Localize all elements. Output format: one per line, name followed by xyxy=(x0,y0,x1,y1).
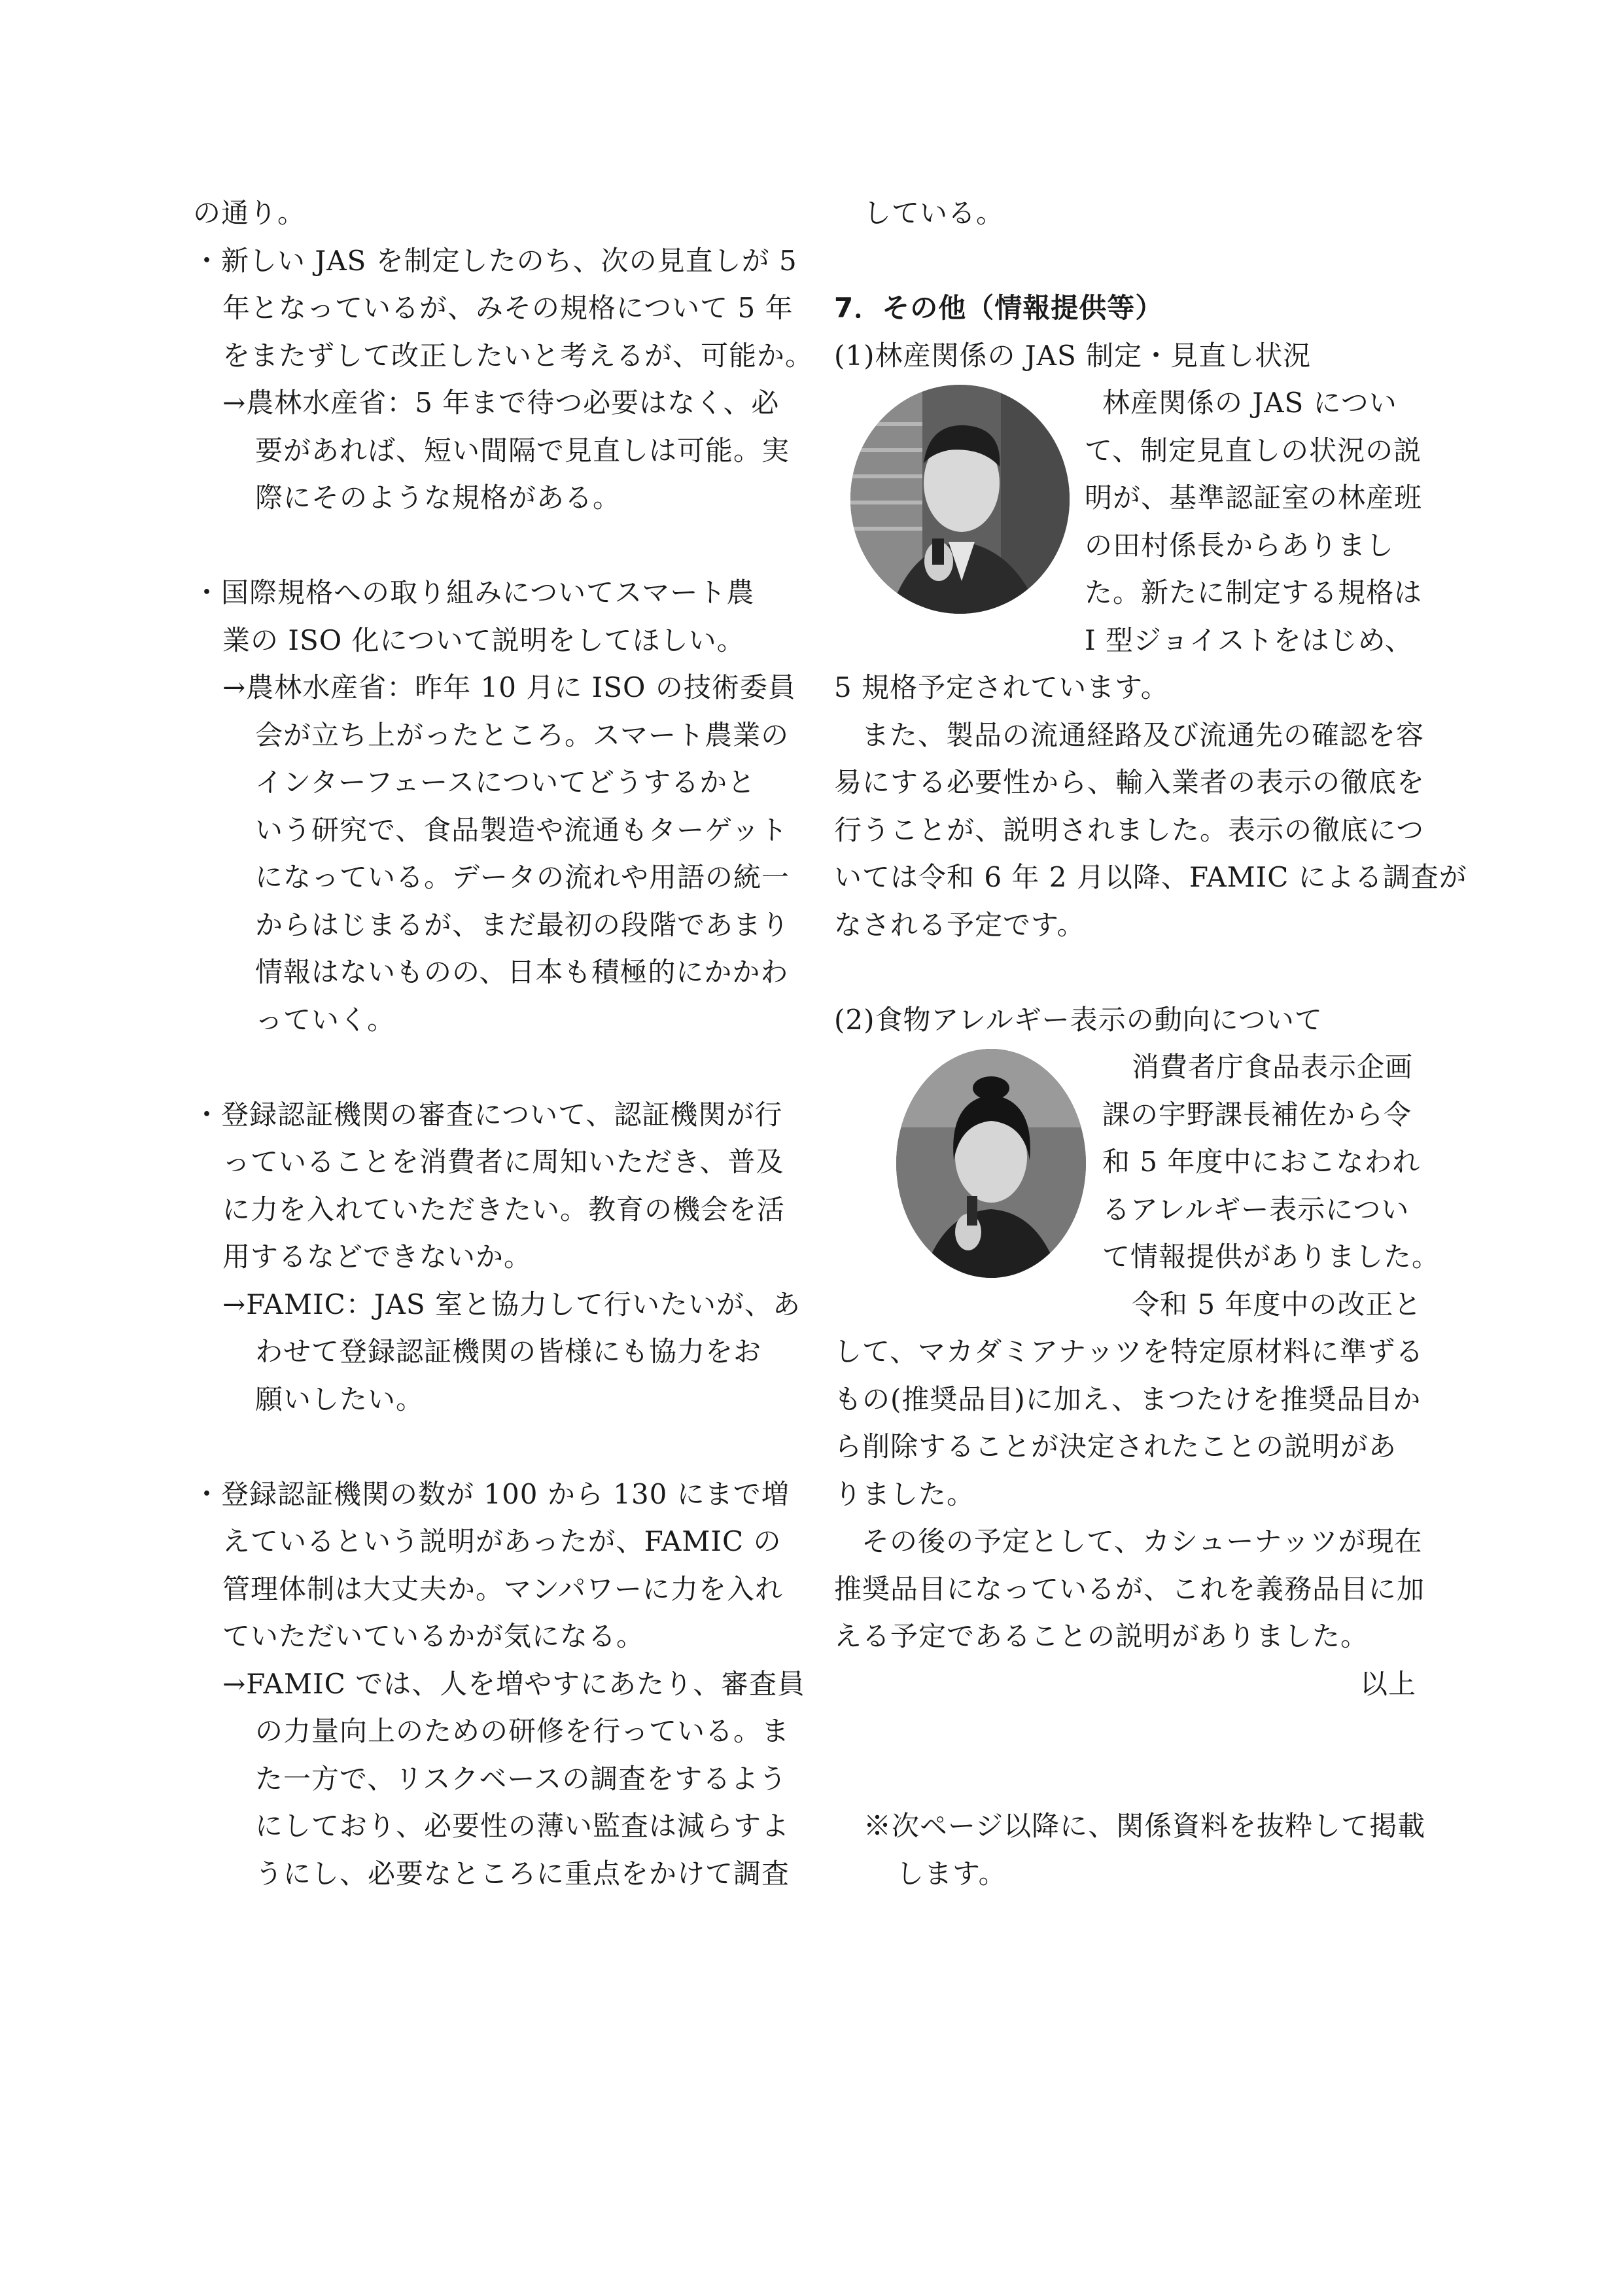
sub2-full-7: える予定であることの説明がありました。 xyxy=(834,1620,1369,1652)
sub2-full-2: もの(推奨品目)に加え、まつたけを推奨品目か xyxy=(834,1383,1422,1415)
q4-line-4: ていただいているかが気になる。 xyxy=(222,1620,645,1652)
sub1-title: (1)林産関係の JAS 制定・見直し状況 xyxy=(834,339,1312,372)
sub1-full-3: 易にする必要性から、輸入業者の表示の徹底を xyxy=(834,766,1425,798)
sub2-wrapped-1: 消費者庁食品表示企画 xyxy=(1132,1051,1414,1083)
q4-answer-2: の力量向上のための研修を行っている。ま xyxy=(255,1715,790,1747)
q4-answer-4: にしており、必要性の薄い監査は減らすよ xyxy=(255,1810,790,1842)
q4-answer-5: うにし、必要なところに重点をかけて調査 xyxy=(255,1857,790,1890)
woman-speaker-icon xyxy=(896,1049,1086,1278)
sub1-full-1: 5 規格予定されています。 xyxy=(834,671,1169,703)
q4-line-2: えているという説明があったが、FAMIC の xyxy=(222,1525,782,1557)
q1-answer-1: →農林水産省：5 年まで待つ必要はなく、必 xyxy=(222,387,780,419)
q3-answer-1: →FAMIC：JAS 室と協力して行いたいが、あ xyxy=(222,1288,801,1320)
sub2-photo-block xyxy=(834,1044,1440,1328)
intro-text: の通り。 xyxy=(193,197,306,229)
q3-answer-3: 願いしたい。 xyxy=(255,1383,425,1415)
continuation-text: している。 xyxy=(864,197,1005,229)
q4-line-1: ・登録認証機関の数が 100 から 130 にまで増 xyxy=(193,1477,790,1510)
q3-line-2: っていることを消費者に周知いただき、普及 xyxy=(222,1146,784,1178)
sub1-photo-block xyxy=(834,380,1423,664)
sub1-wrapped-5: た。新たに制定する規格は xyxy=(1085,576,1423,609)
sub2-title: (2)食物アレルギー表示の動向について xyxy=(834,1003,1323,1036)
sub2-wrapped-6: 令和 5 年度中の改正と xyxy=(1132,1288,1422,1320)
sub1-full-6: なされる予定です。 xyxy=(834,908,1085,941)
sub2-full-3: ら削除することが決定されたことの説明があ xyxy=(834,1430,1397,1462)
q2-answer-5: になっている。データの流れや用語の統一 xyxy=(255,861,790,893)
q1-line-2: 年となっているが、みその規格について 5 年 xyxy=(222,292,794,324)
q1-answer-3: 際にそのような規格がある。 xyxy=(255,482,621,514)
note-line-2: します。 xyxy=(896,1857,1007,1890)
section-heading: 7．その他（情報提供等） xyxy=(834,292,1164,324)
sub1-full-2: また、製品の流通経路及び流通先の確認を容 xyxy=(862,718,1425,751)
sub1-wrapped-4: の田村係長からありまし xyxy=(1085,529,1395,561)
q3-answer-2: わせて登録認証機関の皆様にも協力をお xyxy=(255,1335,762,1368)
sub1-wrapped-1: 林産関係の JAS につい xyxy=(1102,387,1397,419)
sub1-wrapped-3: 明が、基準認証室の林産班 xyxy=(1085,482,1423,514)
sub2-wrapped-5: て情報提供がありました。 xyxy=(1102,1241,1440,1273)
sub2-wrapped-4: るアレルギー表示につい xyxy=(1102,1193,1410,1226)
q3-line-1: ・登録認証機関の審査について、認証機関が行 xyxy=(193,1098,783,1131)
man-speaker-icon xyxy=(850,385,1070,614)
sub1-wrapped-2: て、制定見直しの状況の説 xyxy=(1085,434,1422,467)
q2-answer-7: 情報はないものの、日本も積極的にかかわ xyxy=(255,956,789,988)
q2-answer-4: いう研究で、食品製造や流通もターゲット xyxy=(255,813,788,846)
note-line-1: ※次ページ以降に、関係資料を抜粋して掲載 xyxy=(864,1810,1426,1842)
q2-line-1: ・国際規格への取り組みについてスマート農 xyxy=(193,576,755,609)
q2-answer-1: →農林水産省：昨年 10 月に ISO の技術委員 xyxy=(222,671,796,703)
speaker-photo-tamura xyxy=(850,385,1070,614)
q4-answer-1: →FAMIC では、人を増やすにあたり、審査員 xyxy=(222,1667,806,1700)
left-column xyxy=(193,190,814,1898)
sub2-full-6: 推奨品目になっているが、これを義務品目に加 xyxy=(834,1572,1425,1605)
closing-text: 以上 xyxy=(1359,1667,1416,1700)
q4-line-3: 管理体制は大丈夫か。マンパワーに力を入れ xyxy=(222,1572,784,1605)
q4-answer-3: た一方で、リスクベースの調査をするよう xyxy=(255,1762,788,1795)
sub1-wrapped-6: I 型ジョイストをはじめ、 xyxy=(1085,624,1414,656)
q2-answer-6: からはじまるが、まだ最初の段階であまり xyxy=(255,908,790,941)
q2-answer-2: 会が立ち上がったところ。スマート農業の xyxy=(255,718,790,751)
sub1-full-5: いては令和 6 年 2 月以降、FAMIC による調査が xyxy=(834,861,1467,893)
sub2-wrapped-3: 和 5 年度中におこなわれ xyxy=(1102,1146,1421,1178)
sub1-full-4: 行うことが、説明されました。表示の徹底につ xyxy=(834,813,1425,846)
sub2-full-1: して、マカダミアナッツを特定原材料に準ずる xyxy=(834,1335,1424,1368)
q1-answer-2: 要があれば、短い間隔で見直しは可能。実 xyxy=(255,434,790,467)
right-column xyxy=(834,190,1467,1898)
q3-line-4: 用するなどできないか。 xyxy=(222,1241,532,1273)
q2-line-2: 業の ISO 化について説明をしてほしい。 xyxy=(222,624,745,656)
speaker-photo-uno xyxy=(896,1049,1086,1278)
q1-line-1: ・新しい JAS を制定したのち、次の見直しが 5 xyxy=(193,244,797,277)
q3-line-3: に力を入れていただきたい。教育の機会を活 xyxy=(222,1193,786,1226)
sub2-full-4: りました。 xyxy=(834,1477,975,1510)
q1-line-3: をまたずして改正したいと考えるが、可能か。 xyxy=(222,339,814,372)
q2-answer-8: っていく。 xyxy=(255,1003,396,1036)
sub2-full-5: その後の予定として、カシューナッツが現在 xyxy=(862,1525,1423,1557)
q2-answer-3: インターフェースについてどうするかと xyxy=(255,766,756,798)
sub2-wrapped-2: 課の宇野課長補佐から令 xyxy=(1102,1098,1412,1131)
